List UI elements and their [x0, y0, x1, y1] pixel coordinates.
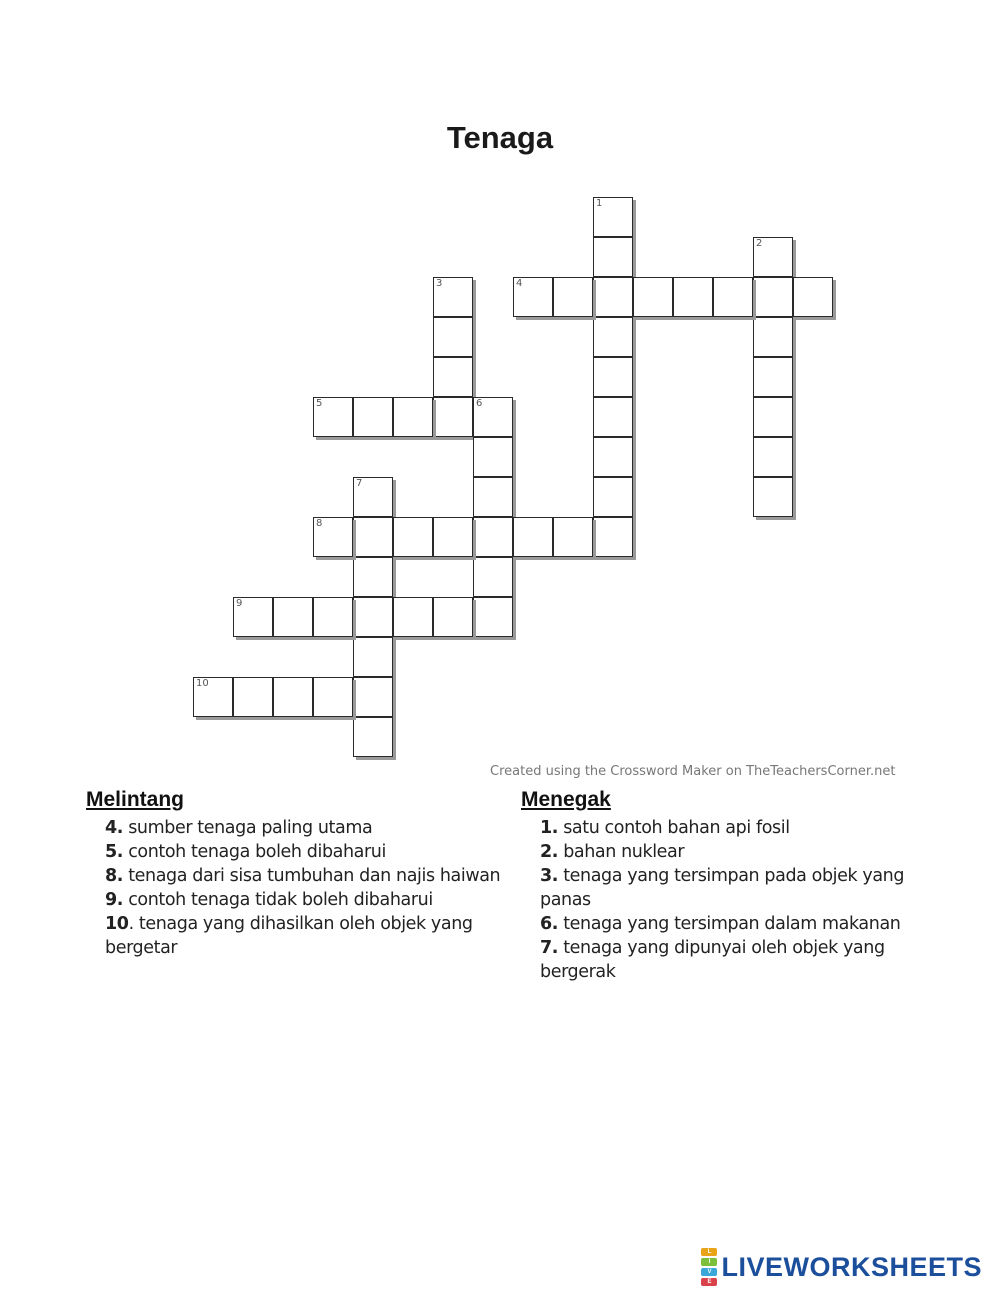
down-clue-list	[521, 816, 951, 984]
letter-input[interactable]	[274, 598, 312, 636]
clue-number: 4.	[105, 818, 124, 838]
clue-number: 2	[756, 238, 763, 249]
down-clue	[521, 816, 951, 840]
crossword-cell[interactable]	[553, 277, 593, 317]
crossword-cell[interactable]	[513, 517, 553, 557]
letter-input[interactable]	[594, 238, 632, 276]
letter-input[interactable]	[594, 518, 632, 556]
crossword-cell[interactable]	[593, 237, 633, 277]
worksheet-title: Tenaga	[446, 120, 554, 155]
crossword-cell[interactable]	[393, 597, 433, 637]
letter-input[interactable]	[514, 278, 552, 316]
crossword-cell[interactable]	[233, 677, 273, 717]
crossword-cell[interactable]	[753, 397, 793, 437]
crossword-cell[interactable]	[473, 597, 513, 637]
clue-number: 4	[516, 278, 523, 289]
crossword-cell[interactable]	[393, 397, 433, 437]
across-clue	[86, 816, 516, 840]
letter-input[interactable]	[354, 558, 392, 596]
crossword-cell[interactable]	[753, 477, 793, 517]
letter-input[interactable]	[474, 558, 512, 596]
clue-text: tenaga yang dipunyai oleh objek yang bergerak	[540, 938, 885, 982]
letter-input[interactable]	[794, 278, 832, 316]
crossword-cell[interactable]	[313, 597, 353, 637]
crossword-cell[interactable]	[593, 397, 633, 437]
down-clue	[521, 912, 951, 936]
crossword-cell[interactable]	[313, 397, 353, 437]
crossword-cell[interactable]	[193, 677, 233, 717]
across-clue	[86, 912, 516, 960]
crossword-cell[interactable]	[473, 397, 513, 437]
letter-input[interactable]	[354, 398, 392, 436]
across-clue	[86, 888, 516, 912]
across-clue	[86, 840, 516, 864]
logo-mark-letter: L	[701, 1248, 717, 1256]
clue-number: 5.	[105, 842, 124, 862]
crossword-cell[interactable]	[433, 397, 473, 437]
crossword-cell[interactable]	[713, 277, 753, 317]
down-clues	[521, 788, 951, 984]
logo-mark-letter: E	[701, 1278, 717, 1286]
crossword-cell[interactable]	[313, 517, 353, 557]
letter-input[interactable]	[434, 318, 472, 356]
clue-number: 9	[236, 598, 243, 609]
credit-text: Created using the Crossword Maker on TheTeachersCorner.net	[490, 764, 896, 779]
letter-input[interactable]	[434, 398, 472, 436]
letter-input[interactable]	[354, 638, 392, 676]
crossword-cell[interactable]	[433, 277, 473, 317]
letter-input[interactable]	[674, 278, 712, 316]
across-clue-list	[86, 816, 516, 960]
letter-input[interactable]	[474, 398, 512, 436]
clue-text: tenaga yang tersimpan dalam makanan	[558, 914, 901, 934]
clue-text: . tenaga yang dihasilkan oleh objek yang bergetar	[105, 914, 473, 958]
letter-input[interactable]	[434, 598, 472, 636]
letter-input[interactable]	[434, 518, 472, 556]
crossword-cell[interactable]	[353, 637, 393, 677]
letter-input[interactable]	[594, 198, 632, 236]
crossword-cell[interactable]	[353, 597, 393, 637]
letter-input[interactable]	[594, 358, 632, 396]
clue-number: 8.	[105, 866, 124, 886]
letter-input[interactable]	[474, 518, 512, 556]
letter-input[interactable]	[394, 398, 432, 436]
crossword-cell[interactable]	[353, 477, 393, 517]
clue-text: satu contoh bahan api fosil	[558, 818, 790, 838]
logo-text: LIVEWORKSHEETS	[721, 1251, 982, 1282]
down-clue	[521, 864, 951, 912]
letter-input[interactable]	[754, 478, 792, 516]
clue-number: 6.	[540, 914, 559, 934]
crossword-cell[interactable]	[233, 597, 273, 637]
clue-number: 3.	[540, 866, 559, 886]
clue-number: 5	[316, 398, 323, 409]
crossword-cell[interactable]	[593, 197, 633, 237]
crossword-cell[interactable]	[353, 397, 393, 437]
letter-input[interactable]	[594, 318, 632, 356]
letter-input[interactable]	[514, 518, 552, 556]
crossword-cell[interactable]	[313, 677, 353, 717]
letter-input[interactable]	[754, 358, 792, 396]
liveworksheets-logo	[701, 1249, 982, 1285]
clue-number: 6	[476, 398, 483, 409]
logo-mark-icon	[701, 1247, 717, 1287]
across-clues	[86, 788, 516, 960]
letter-input[interactable]	[474, 598, 512, 636]
crossword-cell[interactable]	[433, 357, 473, 397]
letter-input[interactable]	[474, 438, 512, 476]
crossword-cell[interactable]	[473, 437, 513, 477]
letter-input[interactable]	[554, 518, 592, 556]
clue-number: 7	[356, 478, 363, 489]
crossword-cell[interactable]	[473, 477, 513, 517]
crossword-cell[interactable]	[553, 517, 593, 557]
crossword-cell[interactable]	[753, 437, 793, 477]
crossword-cell[interactable]	[633, 277, 673, 317]
clue-text: sumber tenaga paling utama	[123, 818, 373, 838]
letter-input[interactable]	[234, 598, 272, 636]
letter-input[interactable]	[434, 278, 472, 316]
letter-input[interactable]	[434, 358, 472, 396]
letter-input[interactable]	[754, 438, 792, 476]
crossword-cell[interactable]	[273, 677, 313, 717]
clue-number: 3	[436, 278, 443, 289]
crossword-cell[interactable]	[473, 557, 513, 597]
clue-number: 7.	[540, 938, 559, 958]
crossword-cell[interactable]	[353, 557, 393, 597]
logo-mark-letter: I	[701, 1258, 717, 1266]
logo-mark-letter: V	[701, 1268, 717, 1276]
letter-input[interactable]	[754, 318, 792, 356]
letter-input[interactable]	[594, 278, 632, 316]
crossword-cell[interactable]	[353, 517, 393, 557]
clue-number: 9.	[105, 890, 124, 910]
clue-text: contoh tenaga boleh dibaharui	[123, 842, 386, 862]
crossword-cell[interactable]	[353, 717, 393, 757]
clue-text: bahan nuklear	[558, 842, 685, 862]
clue-number: 2.	[540, 842, 559, 862]
letter-input[interactable]	[274, 678, 312, 716]
letter-input[interactable]	[314, 518, 352, 556]
crossword-cell[interactable]	[673, 277, 713, 317]
letter-input[interactable]	[354, 518, 392, 556]
letter-input[interactable]	[314, 678, 352, 716]
across-clue	[86, 864, 516, 888]
crossword-cell[interactable]	[593, 317, 633, 357]
letter-input[interactable]	[314, 398, 352, 436]
crossword-cell[interactable]	[753, 277, 793, 317]
crossword-cell[interactable]	[393, 517, 433, 557]
letter-input[interactable]	[594, 438, 632, 476]
crossword-cell[interactable]	[753, 317, 793, 357]
letter-input[interactable]	[354, 678, 392, 716]
letter-input[interactable]	[754, 398, 792, 436]
clue-text: tenaga yang tersimpan pada objek yang panas	[540, 866, 905, 910]
letter-input[interactable]	[394, 598, 432, 636]
crossword-cell[interactable]	[593, 477, 633, 517]
letter-input[interactable]	[354, 718, 392, 756]
crossword-cell[interactable]	[793, 277, 833, 317]
letter-input[interactable]	[714, 278, 752, 316]
clue-number: 8	[316, 518, 323, 529]
crossword-cell[interactable]	[433, 597, 473, 637]
crossword-cell[interactable]	[753, 237, 793, 277]
clue-number: 10	[105, 914, 129, 934]
letter-input[interactable]	[754, 238, 792, 276]
crossword-cell[interactable]	[593, 517, 633, 557]
crossword-cell[interactable]	[593, 277, 633, 317]
letter-input[interactable]	[754, 278, 792, 316]
letter-input[interactable]	[354, 598, 392, 636]
crossword-cell[interactable]	[473, 517, 513, 557]
crossword-cell[interactable]	[753, 357, 793, 397]
crossword-cell[interactable]	[593, 437, 633, 477]
letter-input[interactable]	[354, 478, 392, 516]
clue-number: 1.	[540, 818, 559, 838]
crossword-cell[interactable]	[593, 357, 633, 397]
letter-input[interactable]	[234, 678, 272, 716]
across-heading: Melintang	[86, 788, 184, 811]
crossword-cell[interactable]	[273, 597, 313, 637]
crossword-cell[interactable]	[513, 277, 553, 317]
letter-input[interactable]	[394, 518, 432, 556]
clue-text: contoh tenaga tidak boleh dibaharui	[123, 890, 433, 910]
clue-number: 1	[596, 198, 603, 209]
clue-text: tenaga dari sisa tumbuhan dan najis haiwan	[123, 866, 501, 886]
letter-input[interactable]	[314, 598, 352, 636]
down-heading: Menegak	[521, 788, 611, 811]
letter-input[interactable]	[594, 398, 632, 436]
crossword-cell[interactable]	[353, 677, 393, 717]
down-clue	[521, 840, 951, 864]
letter-input[interactable]	[634, 278, 672, 316]
letter-input[interactable]	[594, 478, 632, 516]
crossword-cell[interactable]	[433, 317, 473, 357]
down-clue	[521, 936, 951, 984]
letter-input[interactable]	[194, 678, 232, 716]
letter-input[interactable]	[474, 478, 512, 516]
clue-number: 10	[196, 678, 209, 689]
letter-input[interactable]	[554, 278, 592, 316]
crossword-cell[interactable]	[433, 517, 473, 557]
